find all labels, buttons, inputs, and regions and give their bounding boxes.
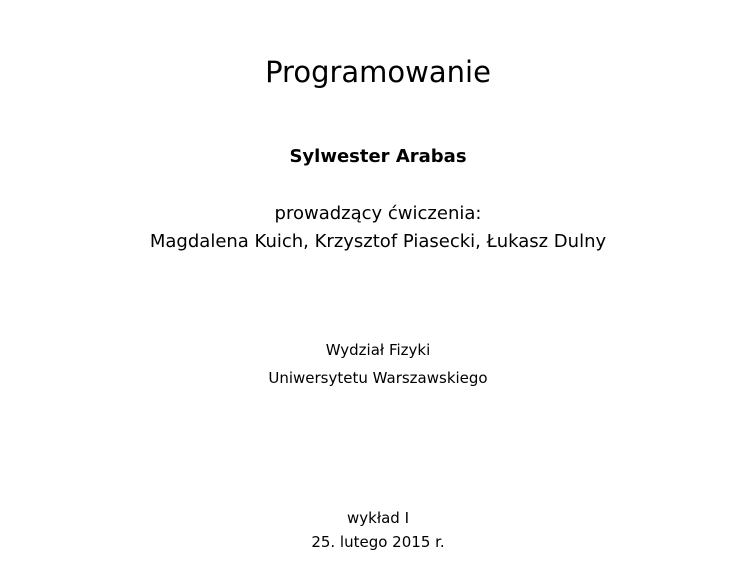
lecture-number: wykład I [347, 509, 409, 527]
instructors-label: prowadzący ćwiczenia: [274, 203, 482, 224]
faculty-name: Wydział Fizyki [325, 341, 431, 359]
slide-title: Programowanie [265, 55, 491, 89]
lecture-date: 25. lutego 2015 r. [311, 533, 445, 551]
university-name: Uniwersytetu Warszawskiego [268, 369, 488, 387]
instructors-names: Magdalena Kuich, Krzysztof Piasecki, Łukasz Dulny [149, 231, 607, 252]
author-name: Sylwester Arabas [289, 146, 467, 167]
